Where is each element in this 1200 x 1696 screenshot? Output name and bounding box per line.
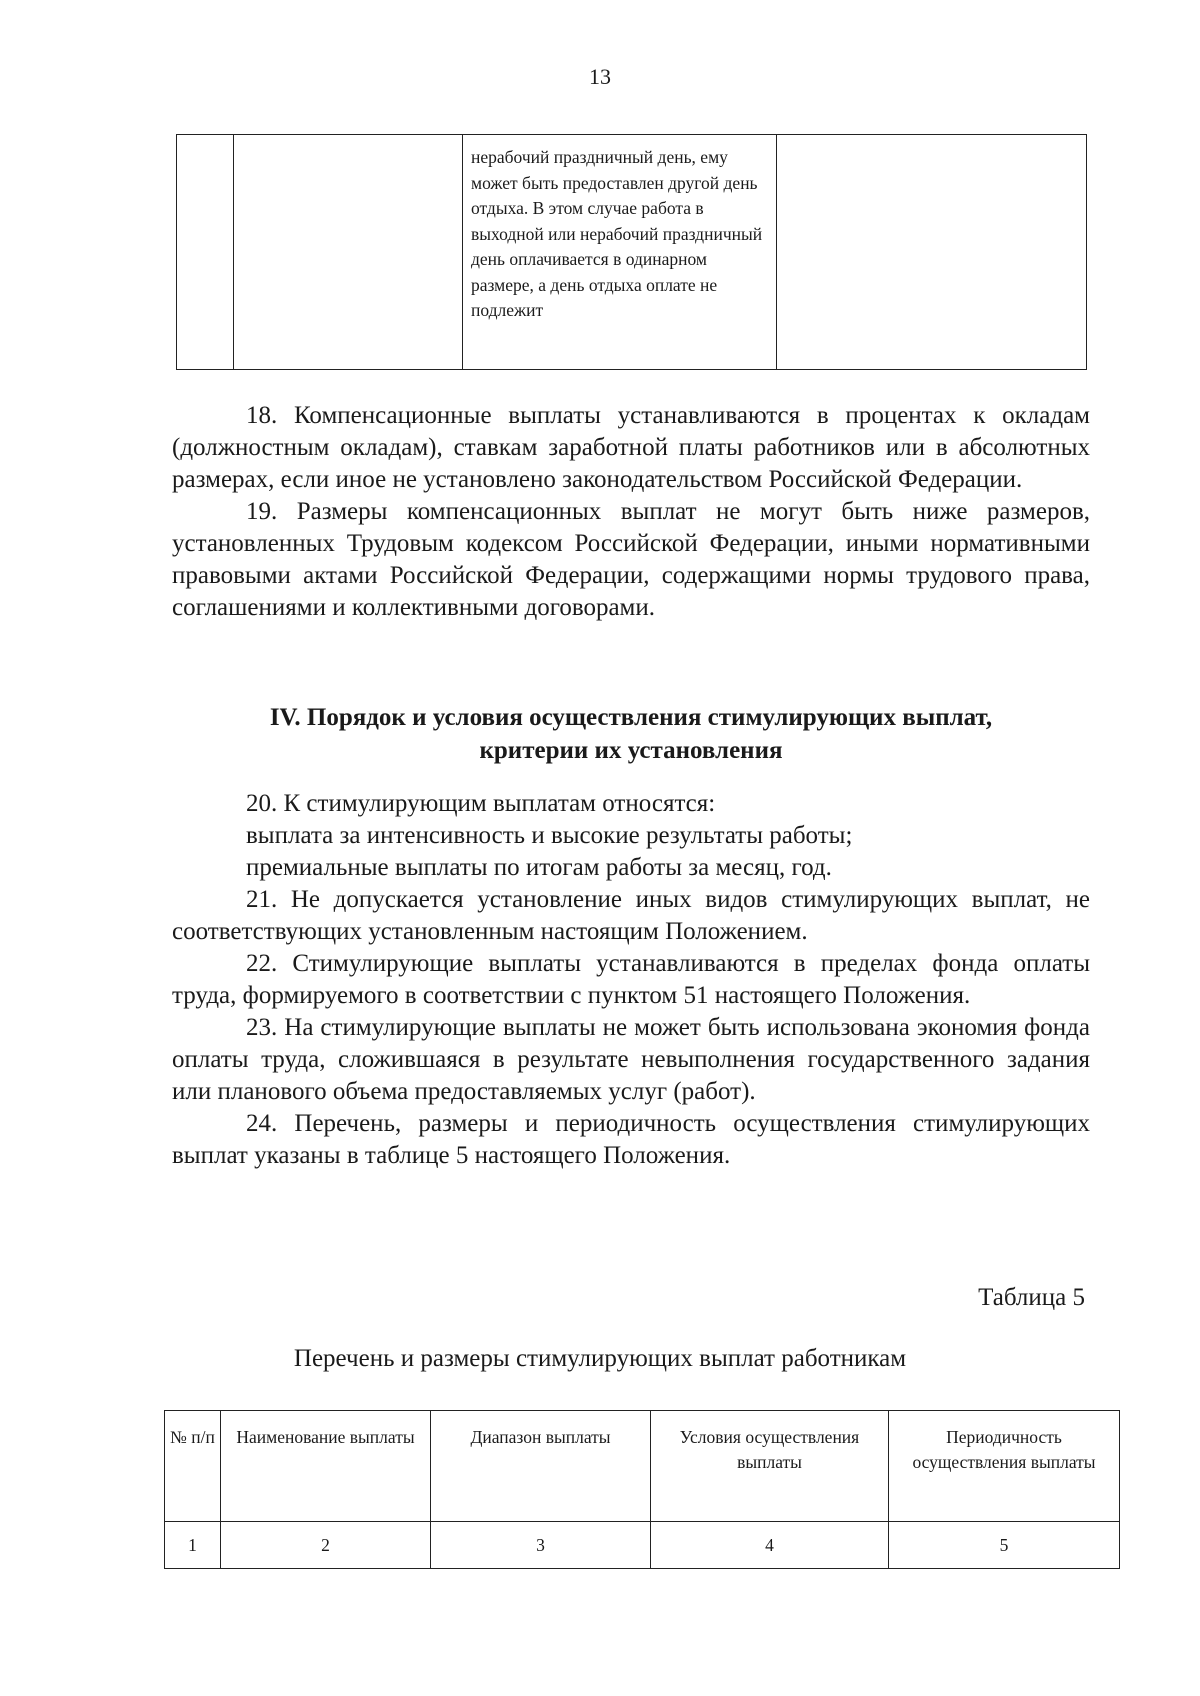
table-cell bbox=[177, 135, 234, 370]
table-cell bbox=[777, 135, 1087, 370]
paragraph-21: 21. Не допускается установление иных видов стимулирующих выплат, не соответствующих установленным настоящим Положением. bbox=[172, 886, 1090, 945]
paragraph-20-item-2: премиальные выплаты по итогам работы за месяц, год. bbox=[246, 854, 832, 881]
continuation-table bbox=[176, 134, 1087, 370]
table-row bbox=[165, 1522, 1120, 1569]
paragraph-18: 18. Компенсационные выплаты устанавливаются в процентах к окладам (должностным окладам), ставкам заработной платы работников или в абсолютных размерах, если иное не установлено законодательством Российской Федерации. bbox=[172, 402, 1090, 493]
table-caption: Перечень и размеры стимулирующих выплат работникам bbox=[293, 1345, 907, 1372]
table-cell: 3 bbox=[431, 1522, 651, 1569]
paragraph-22: 22. Стимулирующие выплаты устанавливаются в пределах фонда оплаты труда, формируемого в соответствии с пунктом 51 настоящего Положения. bbox=[172, 950, 1090, 1009]
incentive-payments-table bbox=[164, 1410, 1120, 1569]
paragraph-20: 20. К стимулирующим выплатам относятся: bbox=[246, 790, 716, 817]
table-header-row bbox=[165, 1411, 1120, 1522]
table-cell: 2 bbox=[221, 1522, 431, 1569]
table-cell: 4 bbox=[651, 1522, 889, 1569]
table-cell: 5 bbox=[889, 1522, 1120, 1569]
section-heading bbox=[172, 701, 1090, 767]
section-heading-line-2: критерии их установления bbox=[479, 737, 783, 764]
paragraph-24: 24. Перечень, размеры и периодичность осуществления стимулирующих выплат указаны в таблице 5 настоящего Положения. bbox=[172, 1110, 1090, 1169]
table-row bbox=[177, 135, 1087, 370]
header-payment-periodicity: Периодичность осуществления выплаты bbox=[889, 1411, 1120, 1522]
table-cell bbox=[234, 135, 463, 370]
table-label: Таблица 5 bbox=[978, 1284, 1085, 1311]
cell-text: нерабочий праздничный день, ему может быть предоставлен другой день отдыха. В этом случае работа в выходной или нерабочий праздничный день оплачивается в одинарном размере, а день отдыха оплате не подлежит bbox=[471, 147, 763, 320]
paragraph-19: 19. Размеры компенсационных выплат не могут быть ниже размеров, установленных Трудовым кодексом Российской Федерации, иными нормативными правовыми актами Российской Федерации, содержащими нормы трудового права, соглашениями и коллективными договорами. bbox=[172, 498, 1090, 621]
incentive-paragraphs bbox=[172, 788, 1090, 1172]
paragraph-20-item-1: выплата за интенсивность и высокие результаты работы; bbox=[246, 822, 853, 849]
compensation-paragraphs bbox=[172, 400, 1090, 624]
header-payment-conditions: Условия осуществления выплаты bbox=[651, 1411, 889, 1522]
page-number: 13 bbox=[589, 64, 611, 89]
table-cell bbox=[463, 135, 777, 370]
paragraph-23: 23. На стимулирующие выплаты не может быть использована экономия фонда оплаты труда, сложившаяся в результате невыполнения государственного задания или планового объема предоставляемых услуг (работ). bbox=[172, 1014, 1090, 1105]
table-cell: 1 bbox=[165, 1522, 221, 1569]
header-number: № п/п bbox=[165, 1411, 221, 1522]
header-payment-range: Диапазон выплаты bbox=[431, 1411, 651, 1522]
header-payment-name: Наименование выплаты bbox=[221, 1411, 431, 1522]
section-heading-line-1: IV. Порядок и условия осуществления стимулирующих выплат, bbox=[269, 704, 993, 731]
